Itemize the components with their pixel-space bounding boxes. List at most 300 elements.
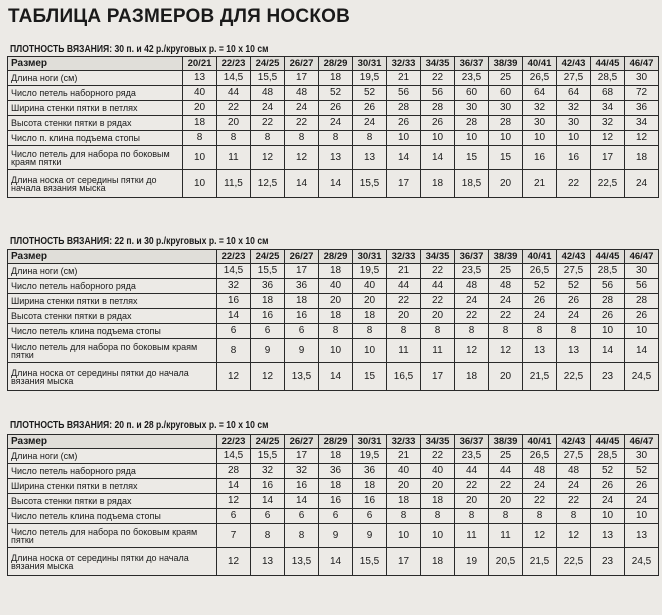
table-cell: 32: [523, 101, 557, 116]
section-3-heading: ПЛОТНОСТЬ ВЯЗАНИЯ: 20 п. и 28 р./круговых р. = 10 х 10 см: [10, 420, 269, 431]
table-cell: 16: [353, 494, 387, 509]
table-cell: 36: [285, 279, 319, 294]
table-cell: 28,5: [591, 264, 625, 279]
table-cell: 24: [353, 116, 387, 131]
row-label: Число п. клина подъема стопы: [8, 131, 183, 146]
size-column-header: 24/25: [251, 250, 285, 264]
table-cell: 6: [285, 509, 319, 524]
table-row: [8, 494, 659, 509]
table-cell: 9: [285, 339, 319, 363]
table-cell: 21: [523, 170, 557, 198]
table-cell: 23,5: [455, 71, 489, 86]
table-cell: 8: [523, 509, 557, 524]
table-cell: 18: [285, 294, 319, 309]
table-cell: 12: [625, 131, 659, 146]
table-cell: 30: [557, 116, 591, 131]
table-cell: 6: [285, 324, 319, 339]
table-cell: 27,5: [557, 71, 591, 86]
table-cell: 52: [557, 279, 591, 294]
table-cell: 26: [523, 294, 557, 309]
table-cell: 18: [319, 264, 353, 279]
size-column-header: 34/35: [421, 57, 455, 71]
size-column-header: 26/27: [285, 435, 319, 449]
table-cell: 28: [625, 294, 659, 309]
table-cell: 8: [489, 509, 523, 524]
table-cell: 22: [251, 116, 285, 131]
table-cell: 22: [421, 294, 455, 309]
table-cell: 20: [489, 170, 523, 198]
table-cell: 14,5: [217, 264, 251, 279]
table-cell: 10: [387, 131, 421, 146]
table-cell: 24: [625, 170, 659, 198]
table-cell: 20: [387, 309, 421, 324]
row-label: Длина носка от середины пятки до начала вязания мыска: [8, 548, 217, 576]
size-column-header: 36/37: [455, 250, 489, 264]
table-cell: 13: [183, 71, 217, 86]
table-cell: 15,5: [251, 264, 285, 279]
table-cell: 15,5: [251, 449, 285, 464]
table-cell: 24: [591, 494, 625, 509]
table-cell: 40: [353, 279, 387, 294]
table-cell: 25: [489, 264, 523, 279]
table-cell: 26: [591, 479, 625, 494]
table-cell: 30: [455, 101, 489, 116]
table-cell: 12: [523, 524, 557, 548]
table-cell: 18: [353, 309, 387, 324]
table-cell: 10: [353, 339, 387, 363]
table-cell: 15,5: [353, 548, 387, 576]
size-column-header: 30/31: [353, 57, 387, 71]
table-cell: 24: [557, 309, 591, 324]
table-cell: 8: [353, 131, 387, 146]
table-cell: 6: [217, 509, 251, 524]
table-cell: 26,5: [523, 264, 557, 279]
table-cell: 20: [387, 479, 421, 494]
size-column-header: 28/29: [319, 57, 353, 71]
size-column-header: 26/27: [285, 57, 319, 71]
table-cell: 22: [285, 116, 319, 131]
table-cell: 14: [387, 146, 421, 170]
table-cell: 36: [353, 464, 387, 479]
size-column-header: 28/29: [319, 250, 353, 264]
table-cell: 16: [285, 479, 319, 494]
size-column-header: 36/37: [455, 57, 489, 71]
table-cell: 18: [251, 294, 285, 309]
table-cell: 28: [421, 101, 455, 116]
table-cell: 8: [251, 524, 285, 548]
table-cell: 40: [319, 279, 353, 294]
table-row: [8, 324, 659, 339]
table-row: [8, 116, 659, 131]
table-cell: 22: [523, 494, 557, 509]
table-cell: 26: [353, 101, 387, 116]
table-cell: 26: [557, 294, 591, 309]
table-cell: 22: [489, 309, 523, 324]
table-cell: 15: [455, 146, 489, 170]
table-cell: 8: [455, 324, 489, 339]
table-cell: 28: [387, 101, 421, 116]
table-cell: 22: [217, 101, 251, 116]
table-cell: 22: [421, 264, 455, 279]
table-cell: 26: [625, 479, 659, 494]
section-1-heading: ПЛОТНОСТЬ ВЯЗАНИЯ: 30 п. и 42 р./круговых р. = 10 х 10 см: [10, 44, 269, 55]
table-cell: 32: [217, 279, 251, 294]
table-cell: 22,5: [557, 363, 591, 391]
table-cell: 14: [251, 494, 285, 509]
table-cell: 32: [591, 116, 625, 131]
table-cell: 12,5: [251, 170, 285, 198]
table-row: [8, 339, 659, 363]
size-column-header: 38/39: [489, 435, 523, 449]
table-cell: 10: [557, 131, 591, 146]
table-cell: 20: [489, 363, 523, 391]
table-cell: 44: [489, 464, 523, 479]
size-column-header: 44/45: [591, 435, 625, 449]
size-table-gauge-22: [7, 249, 659, 391]
table-cell: 27,5: [557, 449, 591, 464]
table-cell: 15,5: [251, 71, 285, 86]
table-row: [8, 71, 659, 86]
table-cell: 9: [353, 524, 387, 548]
table-cell: 14: [217, 479, 251, 494]
table-cell: 13: [353, 146, 387, 170]
table-cell: 20: [353, 294, 387, 309]
table-cell: 8: [489, 324, 523, 339]
size-column-header: 34/35: [421, 250, 455, 264]
table-row: [8, 131, 659, 146]
table-cell: 21,5: [523, 548, 557, 576]
table-cell: 14,5: [217, 449, 251, 464]
table-cell: 26: [319, 101, 353, 116]
table-cell: 6: [353, 509, 387, 524]
table-cell: 34: [625, 116, 659, 131]
table-cell: 18: [421, 494, 455, 509]
table-cell: 10: [421, 131, 455, 146]
table-cell: 24: [489, 294, 523, 309]
table-cell: 18: [625, 146, 659, 170]
table-cell: 44: [217, 86, 251, 101]
table-cell: 20: [489, 494, 523, 509]
table-cell: 11: [489, 524, 523, 548]
table-cell: 18: [455, 363, 489, 391]
table-cell: 19,5: [353, 264, 387, 279]
table-cell: 24: [455, 294, 489, 309]
table-cell: 11: [455, 524, 489, 548]
row-label: Число петель наборного ряда: [8, 279, 217, 294]
table-cell: 15: [489, 146, 523, 170]
table-row: [8, 363, 659, 391]
table-cell: 26: [591, 309, 625, 324]
table-cell: 19: [455, 548, 489, 576]
row-label: Число петель для набора по боковым краям пятки: [8, 524, 217, 548]
table-cell: 12: [217, 494, 251, 509]
table-cell: 52: [523, 279, 557, 294]
table-cell: 19,5: [353, 449, 387, 464]
table-cell: 12: [557, 524, 591, 548]
table-cell: 20: [183, 101, 217, 116]
table-cell: 16: [285, 309, 319, 324]
table-cell: 30: [625, 71, 659, 86]
table-cell: 22: [489, 479, 523, 494]
table-header-row: [8, 250, 659, 264]
table-row: [8, 294, 659, 309]
table-cell: 8: [251, 131, 285, 146]
table-cell: 30: [625, 264, 659, 279]
table-cell: 48: [455, 279, 489, 294]
table-row: [8, 146, 659, 170]
table-cell: 28: [455, 116, 489, 131]
size-column-header: 26/27: [285, 250, 319, 264]
size-column-header: 32/33: [387, 250, 421, 264]
size-column-header: 24/25: [251, 57, 285, 71]
table-cell: 40: [387, 464, 421, 479]
table-cell: 44: [455, 464, 489, 479]
table-cell: 30: [625, 449, 659, 464]
table-cell: 18: [353, 479, 387, 494]
table-header-row: [8, 435, 659, 449]
size-column-header: 38/39: [489, 250, 523, 264]
table-cell: 12: [285, 146, 319, 170]
table-cell: 15,5: [353, 170, 387, 198]
table-cell: 16,5: [387, 363, 421, 391]
table-cell: 26: [387, 116, 421, 131]
table-cell: 25: [489, 71, 523, 86]
table-cell: 8: [217, 131, 251, 146]
size-header-label: Размер: [8, 57, 183, 71]
table-cell: 12: [217, 548, 251, 576]
table-cell: 13: [625, 524, 659, 548]
table-cell: 22: [557, 494, 591, 509]
table-cell: 48: [489, 279, 523, 294]
table-cell: 18: [183, 116, 217, 131]
size-column-header: 42/43: [557, 250, 591, 264]
size-column-header: 42/43: [557, 435, 591, 449]
row-label: Число петель клина подъема стопы: [8, 509, 217, 524]
row-label: Число петель клина подъема стопы: [8, 324, 217, 339]
row-label: Длина ноги (см): [8, 449, 217, 464]
table-cell: 44: [387, 279, 421, 294]
size-column-header: 46/47: [625, 435, 659, 449]
table-cell: 8: [523, 324, 557, 339]
table-cell: 17: [285, 71, 319, 86]
table-cell: 68: [591, 86, 625, 101]
table-cell: 9: [251, 339, 285, 363]
table-cell: 18: [421, 548, 455, 576]
table-cell: 8: [319, 131, 353, 146]
size-table-gauge-20: [7, 434, 659, 576]
table-cell: 20: [217, 116, 251, 131]
size-header-label: Размер: [8, 435, 217, 449]
table-cell: 24: [625, 494, 659, 509]
size-table-gauge-30: [7, 56, 659, 198]
table-cell: 14,5: [217, 71, 251, 86]
size-column-header: 28/29: [319, 435, 353, 449]
size-column-header: 42/43: [557, 57, 591, 71]
table-cell: 14: [285, 494, 319, 509]
row-label: Высота стенки пятки в рядах: [8, 309, 217, 324]
table-cell: 56: [591, 279, 625, 294]
table-cell: 32: [285, 464, 319, 479]
table-cell: 52: [591, 464, 625, 479]
table-cell: 52: [353, 86, 387, 101]
page-title: ТАБЛИЦА РАЗМЕРОВ ДЛЯ НОСКОВ: [8, 6, 351, 27]
row-label: Число петель для набора по боковым краям пятки: [8, 339, 217, 363]
table-cell: 8: [387, 509, 421, 524]
table-cell: 10: [183, 146, 217, 170]
table-cell: 48: [251, 86, 285, 101]
table-cell: 28,5: [591, 449, 625, 464]
table-cell: 8: [557, 509, 591, 524]
table-cell: 26,5: [523, 71, 557, 86]
table-cell: 30: [489, 101, 523, 116]
table-cell: 30: [523, 116, 557, 131]
table-cell: 12: [591, 131, 625, 146]
row-label: Высота стенки пятки в рядах: [8, 116, 183, 131]
row-label: Высота стенки пятки в рядах: [8, 494, 217, 509]
table-cell: 16: [319, 494, 353, 509]
size-column-header: 40/41: [523, 250, 557, 264]
table-cell: 16: [557, 146, 591, 170]
table-cell: 56: [421, 86, 455, 101]
table-cell: 10: [625, 324, 659, 339]
table-cell: 52: [625, 464, 659, 479]
table-cell: 48: [557, 464, 591, 479]
table-cell: 10: [591, 324, 625, 339]
table-row: [8, 101, 659, 116]
table-cell: 27,5: [557, 264, 591, 279]
table-cell: 26: [625, 309, 659, 324]
table-cell: 19,5: [353, 71, 387, 86]
table-row: [8, 509, 659, 524]
table-cell: 18: [319, 449, 353, 464]
table-cell: 8: [557, 324, 591, 339]
table-cell: 8: [455, 509, 489, 524]
table-cell: 13: [523, 339, 557, 363]
size-column-header: 46/47: [625, 250, 659, 264]
table-cell: 56: [625, 279, 659, 294]
size-column-header: 46/47: [625, 57, 659, 71]
table-cell: 14: [319, 363, 353, 391]
size-column-header: 40/41: [523, 57, 557, 71]
table-cell: 22: [421, 449, 455, 464]
table-cell: 22: [455, 479, 489, 494]
table-cell: 6: [251, 324, 285, 339]
size-column-header: 30/31: [353, 250, 387, 264]
table-cell: 14: [319, 170, 353, 198]
table-cell: 12: [251, 146, 285, 170]
table-cell: 22: [387, 294, 421, 309]
table-cell: 16: [251, 479, 285, 494]
row-label: Ширина стенки пятки в петлях: [8, 294, 217, 309]
table-cell: 23,5: [455, 449, 489, 464]
table-cell: 17: [387, 548, 421, 576]
table-cell: 9: [319, 524, 353, 548]
table-cell: 8: [421, 324, 455, 339]
table-cell: 13,5: [285, 548, 319, 576]
table-cell: 14: [421, 146, 455, 170]
table-row: [8, 524, 659, 548]
row-label: Ширина стенки пятки в петлях: [8, 479, 217, 494]
table-cell: 13: [251, 548, 285, 576]
table-cell: 17: [387, 170, 421, 198]
table-cell: 72: [625, 86, 659, 101]
table-cell: 32: [251, 464, 285, 479]
size-column-header: 24/25: [251, 435, 285, 449]
row-label: Длина носка от середины пятки до начала вязания мыска: [8, 363, 217, 391]
table-cell: 21: [387, 449, 421, 464]
table-cell: 24,5: [625, 363, 659, 391]
table-cell: 23: [591, 548, 625, 576]
table-cell: 17: [285, 264, 319, 279]
table-cell: 11: [421, 339, 455, 363]
table-cell: 14: [625, 339, 659, 363]
size-column-header: 38/39: [489, 57, 523, 71]
table-cell: 64: [523, 86, 557, 101]
size-column-header: 40/41: [523, 435, 557, 449]
table-row: [8, 309, 659, 324]
table-cell: 56: [387, 86, 421, 101]
section-2-heading: ПЛОТНОСТЬ ВЯЗАНИЯ: 22 п. и 30 р./круговых р. = 10 х 10 см: [10, 236, 269, 247]
size-column-header: 34/35: [421, 435, 455, 449]
table-cell: 14: [319, 548, 353, 576]
table-cell: 14: [285, 170, 319, 198]
table-cell: 22,5: [591, 170, 625, 198]
table-cell: 36: [251, 279, 285, 294]
table-cell: 12: [217, 363, 251, 391]
table-cell: 18: [421, 170, 455, 198]
row-label: Число петель наборного ряда: [8, 86, 183, 101]
table-cell: 26: [421, 116, 455, 131]
table-cell: 18: [319, 309, 353, 324]
table-cell: 16: [217, 294, 251, 309]
table-cell: 36: [625, 101, 659, 116]
table-cell: 10: [387, 524, 421, 548]
table-cell: 24: [523, 479, 557, 494]
table-row: [8, 548, 659, 576]
table-cell: 13: [591, 524, 625, 548]
table-cell: 22: [557, 170, 591, 198]
table-cell: 20: [319, 294, 353, 309]
table-cell: 16: [523, 146, 557, 170]
row-label: Ширина стенки пятки в петлях: [8, 101, 183, 116]
table-cell: 25: [489, 449, 523, 464]
table-cell: 24: [557, 479, 591, 494]
table-cell: 40: [421, 464, 455, 479]
table-cell: 8: [285, 524, 319, 548]
table-cell: 48: [285, 86, 319, 101]
table-cell: 7: [217, 524, 251, 548]
size-column-header: 22/23: [217, 250, 251, 264]
size-column-header: 44/45: [591, 250, 625, 264]
table-cell: 28: [217, 464, 251, 479]
table-cell: 22: [421, 71, 455, 86]
table-cell: 22,5: [557, 548, 591, 576]
table-cell: 10: [183, 170, 217, 198]
table-cell: 24: [319, 116, 353, 131]
table-cell: 48: [523, 464, 557, 479]
table-cell: 36: [319, 464, 353, 479]
table-cell: 10: [421, 524, 455, 548]
table-cell: 60: [455, 86, 489, 101]
table-cell: 14: [217, 309, 251, 324]
table-cell: 8: [421, 509, 455, 524]
size-column-header: 22/23: [217, 57, 251, 71]
table-cell: 12: [455, 339, 489, 363]
table-cell: 12: [251, 363, 285, 391]
table-cell: 24,5: [625, 548, 659, 576]
table-cell: 10: [523, 131, 557, 146]
size-column-header: 30/31: [353, 435, 387, 449]
